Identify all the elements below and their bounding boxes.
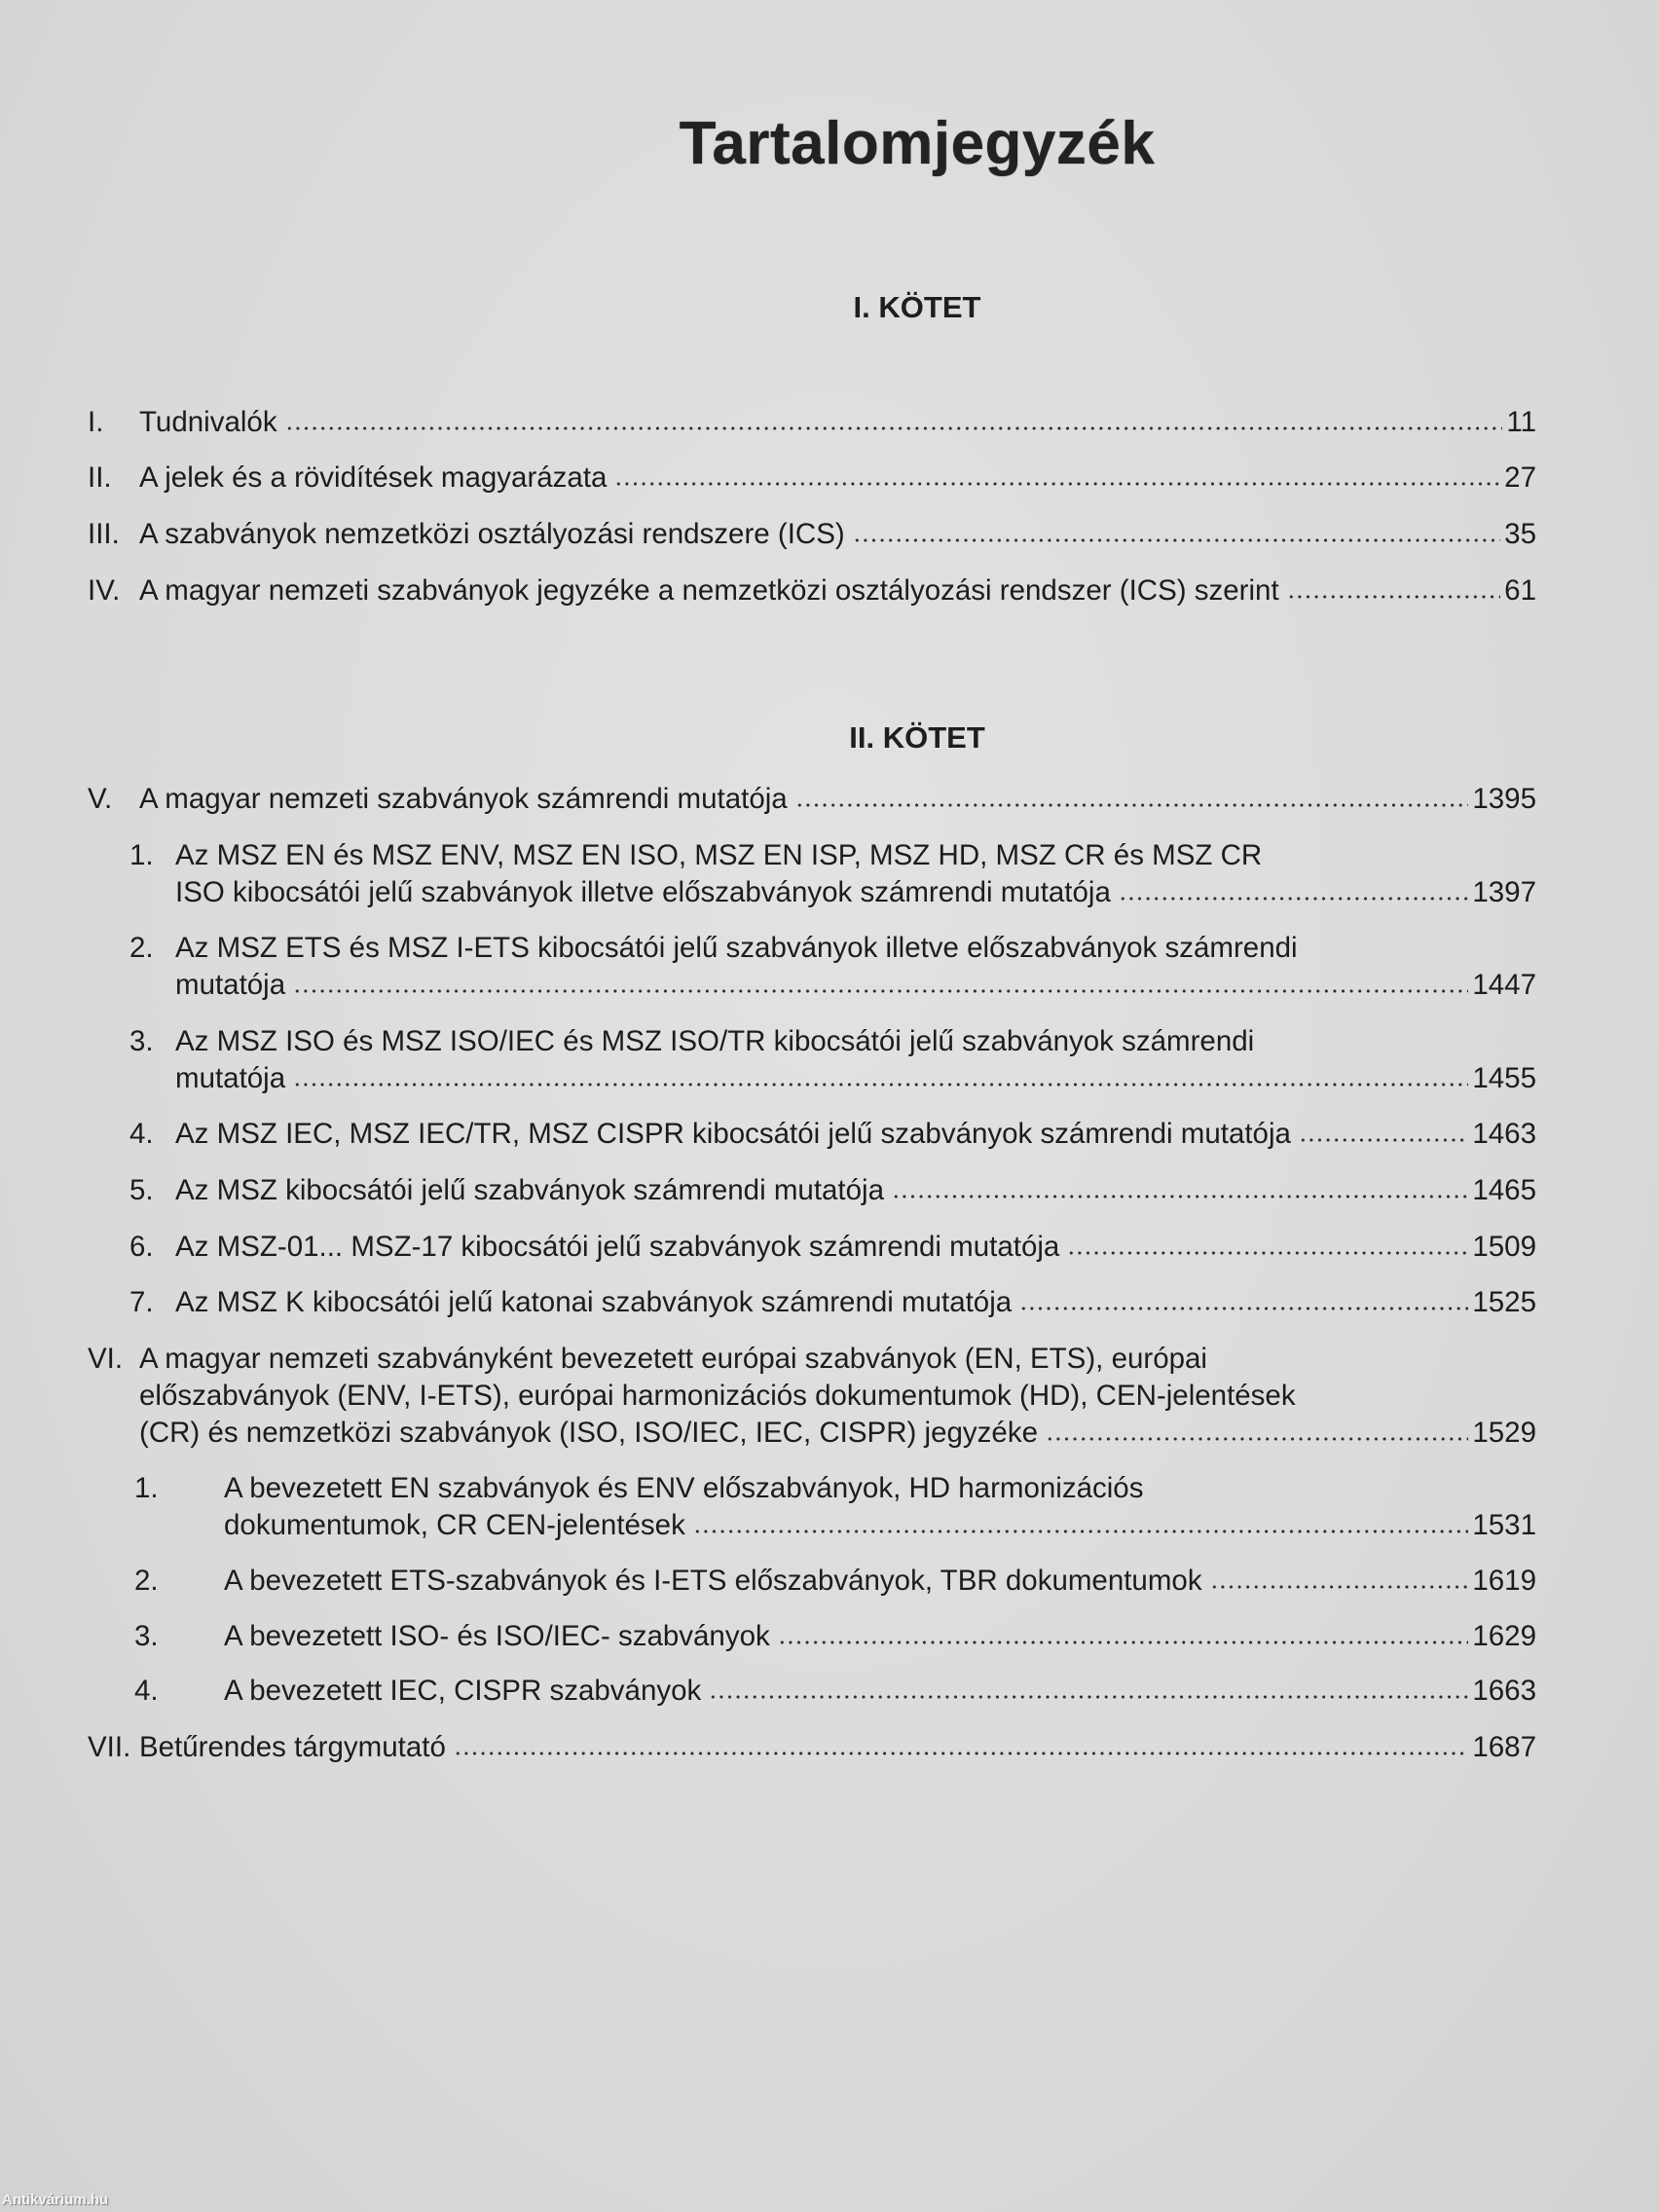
entry-title-line: előszabványok (ENV, I-ETS), európai harmonizációs dokumentumok (HD), CEN-jelentések bbox=[139, 1380, 1296, 1412]
entry-number: 5. bbox=[129, 1174, 154, 1206]
entry-title-line: (CR) és nemzetközi szabványok (ISO, ISO/IEC, IEC, CISPR) jegyzéke bbox=[139, 1417, 1038, 1449]
entry-title-line: A bevezetett IEC, CISPR szabványok bbox=[224, 1675, 702, 1707]
dot-leader bbox=[1046, 1434, 1468, 1442]
entry-number: 2. bbox=[129, 932, 154, 964]
page-number: 1529 bbox=[1472, 1417, 1536, 1449]
page-number: 35 bbox=[1504, 518, 1536, 550]
dot-leader bbox=[892, 1192, 1468, 1199]
dot-leader bbox=[778, 1638, 1469, 1645]
entry-title-line: A magyar nemzeti szabványok számrendi mutatója bbox=[139, 783, 788, 815]
entry-number: 1. bbox=[134, 1472, 159, 1504]
entry-title-line: Az MSZ ETS és MSZ I-ETS kibocsátói jelű szabványok illetve előszabványok számrendi bbox=[175, 932, 1298, 964]
dot-leader bbox=[853, 535, 1500, 543]
dot-leader bbox=[1019, 1304, 1468, 1311]
entry-title-line: A bevezetett EN szabványok és ENV előszabványok, HD harmonizációs bbox=[224, 1472, 1144, 1504]
dot-leader bbox=[293, 986, 1468, 994]
entry-number: 4. bbox=[129, 1118, 154, 1150]
page-title: Tartalomjegyzék bbox=[679, 110, 1156, 177]
dot-leader bbox=[614, 479, 1500, 487]
entry-title-line: A magyar nemzeti szabványként bevezetett európai szabványok (EN, ETS), európai bbox=[139, 1343, 1207, 1375]
entry-title-line: Az MSZ K kibocsátói jelű katonai szabványok számrendi mutatója bbox=[175, 1286, 1013, 1318]
page-number: 1619 bbox=[1472, 1565, 1536, 1597]
entry-title-line: Az MSZ-01... MSZ-17 kibocsátói jelű szabványok számrendi mutatója bbox=[175, 1231, 1060, 1263]
dot-leader bbox=[1210, 1582, 1469, 1590]
page-number: 1397 bbox=[1472, 876, 1536, 908]
entry-number: 7. bbox=[129, 1286, 154, 1318]
entry-title-line: ISO kibocsátói jelű szabványok illetve előszabványok számrendi mutatója bbox=[175, 876, 1111, 908]
page-number: 1509 bbox=[1472, 1231, 1536, 1263]
watermark: Antikvárium.hu bbox=[2, 2192, 109, 2208]
entry-number: 6. bbox=[129, 1231, 154, 1263]
entry-number: 4. bbox=[134, 1675, 159, 1707]
entry-title-line: dokumentumok, CR CEN-jelentések bbox=[224, 1509, 685, 1541]
dot-leader bbox=[293, 1080, 1468, 1088]
entry-number: III. bbox=[88, 518, 120, 550]
dot-leader bbox=[454, 1749, 1469, 1756]
volume-heading-2: II. KÖTET bbox=[849, 720, 985, 755]
entry-title-line: A bevezetett ISO- és ISO/IEC- szabványok bbox=[224, 1620, 770, 1652]
dot-leader bbox=[709, 1692, 1468, 1700]
page-number: 27 bbox=[1504, 461, 1536, 494]
entry-number: II. bbox=[88, 461, 112, 494]
entry-number: 2. bbox=[134, 1565, 159, 1597]
entry-title-line: Az MSZ ISO és MSZ ISO/IEC és MSZ ISO/TR kibocsátói jelű szabványok számrendi bbox=[175, 1025, 1255, 1057]
entry-number: 1. bbox=[129, 839, 154, 871]
page-number: 1525 bbox=[1472, 1286, 1536, 1318]
page-number: 1687 bbox=[1472, 1731, 1536, 1763]
entry-title-line: Az MSZ IEC, MSZ IEC/TR, MSZ CISPR kibocsátói jelű szabványok számrendi mutatója bbox=[175, 1118, 1291, 1150]
entry-title-line: A bevezetett ETS-szabványok és I-ETS előszabványok, TBR dokumentumok bbox=[224, 1565, 1202, 1597]
page-number: 1447 bbox=[1472, 969, 1536, 1001]
volume-heading-1: I. KÖTET bbox=[853, 290, 981, 324]
page-number: 1663 bbox=[1472, 1675, 1536, 1707]
entry-title-line: mutatója bbox=[175, 969, 286, 1001]
page-number: 1465 bbox=[1472, 1174, 1536, 1206]
page-number: 1395 bbox=[1472, 783, 1536, 815]
entry-number: 3. bbox=[129, 1025, 154, 1057]
page-number: 1531 bbox=[1472, 1509, 1536, 1541]
entry-title-line: Az MSZ EN és MSZ ENV, MSZ EN ISO, MSZ EN ISP, MSZ HD, MSZ CR és MSZ CR bbox=[175, 839, 1263, 871]
entry-title-line: mutatója bbox=[175, 1062, 286, 1094]
entry-number: V. bbox=[88, 783, 113, 815]
entry-title-line: A magyar nemzeti szabványok jegyzéke a nemzetközi osztályozási rendszer (ICS) szerint bbox=[139, 574, 1279, 607]
dot-leader bbox=[1067, 1248, 1468, 1256]
entry-title-line: A szabványok nemzetközi osztályozási rendszere (ICS) bbox=[139, 518, 845, 550]
dot-leader bbox=[795, 800, 1469, 808]
entry-number: VI. bbox=[88, 1343, 124, 1375]
entry-title-line: Az MSZ kibocsátói jelű szabványok számrendi mutatója bbox=[175, 1174, 884, 1206]
entry-title-line: A jelek és a rövidítések magyarázata bbox=[139, 461, 608, 494]
entry-number: IV. bbox=[88, 574, 121, 607]
dot-leader bbox=[1299, 1135, 1468, 1143]
page-number: 1455 bbox=[1472, 1062, 1536, 1094]
entry-number: I. bbox=[88, 406, 104, 438]
entry-number: 3. bbox=[134, 1620, 159, 1652]
page-number: 1629 bbox=[1472, 1620, 1536, 1652]
dot-leader bbox=[285, 424, 1503, 431]
page-number: 1463 bbox=[1472, 1118, 1536, 1150]
entry-title-line: Tudnivalók bbox=[139, 406, 277, 438]
dot-leader bbox=[693, 1527, 1469, 1534]
dot-leader bbox=[1287, 592, 1501, 600]
dot-leader bbox=[1119, 894, 1468, 902]
entry-number: VII. bbox=[88, 1731, 131, 1763]
page-number: 61 bbox=[1504, 574, 1536, 607]
entry-title-line: Betűrendes tárgymutató bbox=[139, 1731, 446, 1763]
page-number: 11 bbox=[1506, 406, 1536, 438]
